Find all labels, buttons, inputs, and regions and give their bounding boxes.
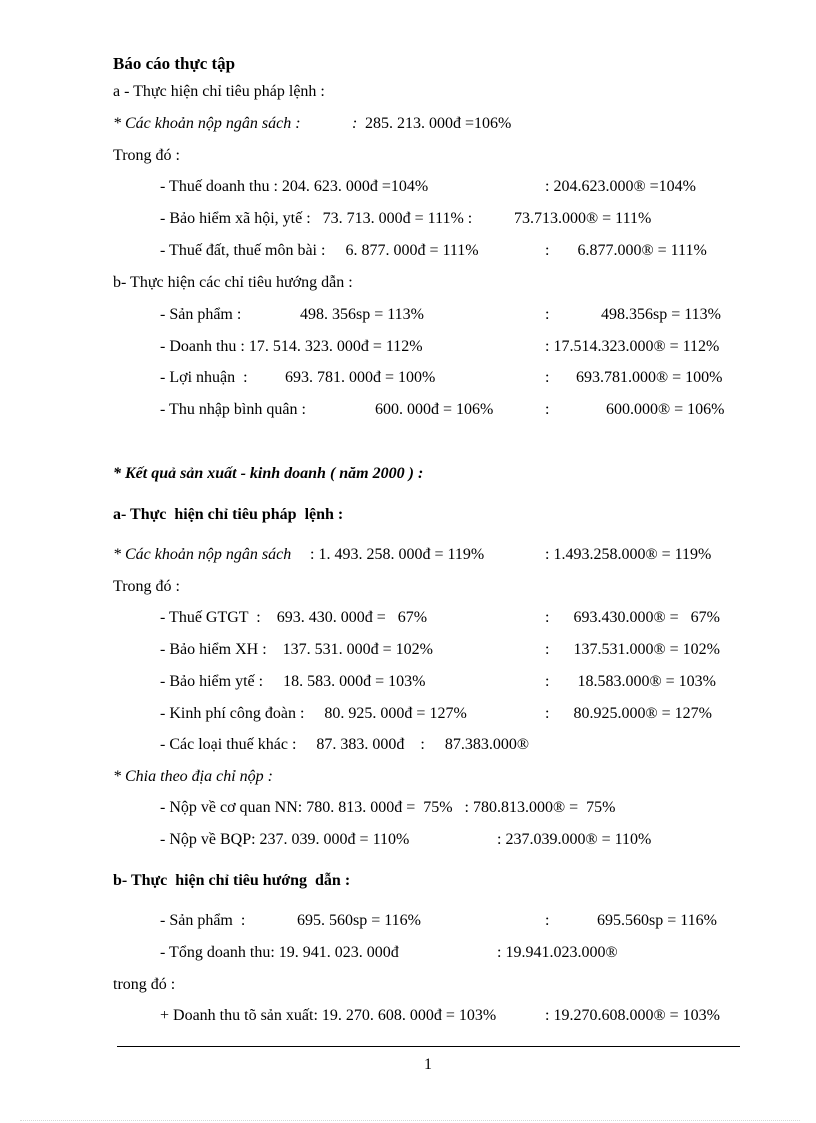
table-row-right: : 693.430.000® = 67% <box>545 609 720 626</box>
table-row: + Doanh thu tõ sản xuất: 19. 270. 608. 000đ = 103% <box>160 1007 497 1024</box>
guide-row-value: 498. 356sp = 113% <box>300 306 424 323</box>
table-row-right: : 18.583.000® = 103% <box>545 673 716 690</box>
guide-row-right: 693.781.000® = 100% <box>576 369 723 386</box>
footer-rule <box>117 1046 740 1047</box>
budget-label-2: * Các khoản nộp ngân sách <box>113 546 292 563</box>
guide-row-label: - Doanh thu : 17. 514. 323. 000đ = 112% <box>160 338 423 355</box>
table-row: - Bảo hiểm xã hội, ytế : 73. 713. 000đ = 111% : <box>160 210 473 227</box>
table-row: - Thuế GTGT : 693. 430. 000đ = 67% <box>160 609 428 626</box>
chia-row-right: : 237.039.000® = 110% <box>497 831 652 848</box>
table-row-right: 73.713.000® = 111% <box>514 210 652 227</box>
trong-do-label-2: Trong đó : <box>113 578 180 595</box>
guide-row-right: 695.560sp = 116% <box>597 912 717 929</box>
table-row: - Thuế đất, thuế môn bài : 6. 877. 000đ = 111% <box>160 242 479 259</box>
guide-row-label: - Sản phẩm : <box>160 912 246 929</box>
table-row: - Các loại thuế khác : 87. 383. 000đ : 87.383.000® <box>160 736 529 753</box>
page-edge-dots <box>20 1120 800 1121</box>
table-row-right: : 204.623.000® =104% <box>545 178 696 195</box>
guide-row-label: - Lợi nhuận : <box>160 369 248 386</box>
table-row-right: : 80.925.000® = 127% <box>545 705 712 722</box>
budget-label: * Các khoản nộp ngân sách : <box>113 115 301 132</box>
table-row: - Bảo hiểm XH : 137. 531. 000đ = 102% <box>160 641 433 658</box>
guide-row-value: 600. 000đ = 106% <box>375 401 494 418</box>
guide-row-label: - Tổng doanh thu: 19. 941. 023. 000đ <box>160 944 399 961</box>
guide-row-value: 693. 781. 000đ = 100% <box>285 369 436 386</box>
guide-row-colon: : <box>545 912 550 929</box>
trong-do-label-3: trong đó : <box>113 976 176 993</box>
budget-value-2: : 1. 493. 258. 000đ = 119% <box>310 546 485 563</box>
section-2b-heading: b- Thực hiện chỉ tiêu hướng dẫn : <box>113 872 351 889</box>
page-header: Báo cáo thực tập <box>113 54 236 73</box>
table-row: - Thuế doanh thu : 204. 623. 000đ =104% <box>160 178 429 195</box>
table-row-right: : 19.270.608.000® = 103% <box>545 1007 720 1024</box>
guide-row-colon: : <box>545 306 550 323</box>
table-row: - Bảo hiểm ytế : 18. 583. 000đ = 103% <box>160 673 426 690</box>
guide-row-colon: : <box>545 369 550 386</box>
guide-row-label: - Sản phẩm : <box>160 306 242 323</box>
guide-row-colon: : <box>545 401 550 418</box>
guide-row-right: 498.356sp = 113% <box>601 306 721 323</box>
section-b-heading: b- Thực hiện các chỉ tiêu hướng dẫn : <box>113 274 353 291</box>
guide-row-right: 600.000® = 106% <box>606 401 725 418</box>
guide-row-right: : 17.514.323.000® = 112% <box>545 338 720 355</box>
section-a-heading: a - Thực hiện chỉ tiêu pháp lệnh : <box>113 83 325 100</box>
section-2a-heading: a- Thực hiện chỉ tiêu pháp lệnh : <box>113 506 344 523</box>
chia-label: * Chia theo địa chỉ nộp : <box>113 768 273 785</box>
table-row: - Kinh phí công đoàn : 80. 925. 000đ = 127% <box>160 705 467 722</box>
results-heading: * Kết quả sản xuất - kinh doanh ( năm 2000 ) : <box>113 465 424 482</box>
table-row-right: : 6.877.000® = 111% <box>545 242 707 259</box>
chia-row: - Nộp về BQP: 237. 039. 000đ = 110% <box>160 831 410 848</box>
budget-value: 285. 213. 000đ =106% <box>365 115 512 132</box>
budget-right-2: : 1.493.258.000® = 119% <box>545 546 712 563</box>
trong-do-label: Trong đó : <box>113 147 180 164</box>
guide-row-label: - Thu nhập bình quân : <box>160 401 306 418</box>
chia-row: - Nộp về cơ quan NN: 780. 813. 000đ = 75% : 780.813.000® = 75% <box>160 799 616 816</box>
page-number: 1 <box>424 1056 432 1073</box>
guide-row-value: 695. 560sp = 116% <box>297 912 421 929</box>
guide-row-right: : 19.941.023.000® <box>497 944 618 961</box>
table-row-right: : 137.531.000® = 102% <box>545 641 720 658</box>
budget-colon: : <box>352 115 358 132</box>
